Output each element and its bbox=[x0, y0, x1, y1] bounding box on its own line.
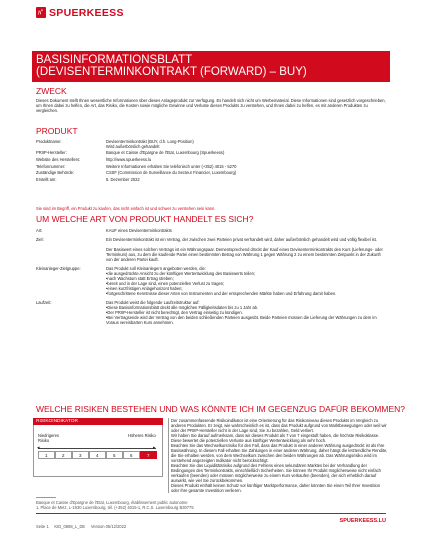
table-row bbox=[36, 298, 386, 327]
risk-indicator-header: RISIKOINDIKATOR bbox=[33, 418, 163, 425]
table-row bbox=[36, 176, 386, 183]
row-value: Das Produkt soll Kleinanlegern angeboten werden, die: •die ausgedrückte Ansicht zu der künftigen Wertentwicklung des Basiswerts teilen; •nach Wachstum statt Ertrag streben; •bereit und in der Lage sind, einen potenziellen Verlust zu tragen; •einen kurzfristigen Anlagehorizont haben; •fortgeschrittene Kenntnisse dieser Arten von Instrumenten und der entsprechenden Märkte haben und Erfahrung damit haben. bbox=[106, 266, 337, 296]
row-key: Produktname: bbox=[36, 138, 62, 144]
logo-wordmark: SPUERKEESS bbox=[49, 6, 124, 19]
footer-address: Banque et Caisse d'Epargne de l'Etat, Luxembourg, établissement public autonome 1, Place de Metz, L-1930 Luxembourg, tél. (+352) 4015-1, R.C.S. Luxembourg B30775 bbox=[36, 500, 194, 510]
row-key: Art: bbox=[36, 228, 43, 233]
table-row bbox=[36, 156, 386, 163]
row-key: Laufzeit: bbox=[36, 300, 52, 305]
section-heading-risiken: WELCHE RISIKEN BESTEHEN UND WAS KÖNNTE ICH IM GEGENZUG DAFÜR BEKOMMEN? bbox=[36, 404, 406, 414]
logo-mark-icon: ﾊﾟ bbox=[36, 7, 46, 18]
table-row bbox=[36, 150, 386, 157]
row-key: Website des Herstellers: bbox=[36, 156, 81, 162]
risk-class-6: 6 bbox=[123, 451, 140, 459]
document-title: BASISINFORMATIONSBLATT bbox=[36, 54, 193, 66]
row-value: CSSF (Commission de Surveillance du Secteur Financier, Luxembourg) bbox=[106, 170, 237, 176]
table-row bbox=[36, 163, 386, 170]
document-subtitle: (DEVISENTERMINKONTRAKT (FORWARD) – BUY) bbox=[36, 66, 307, 78]
document-title-banner bbox=[32, 51, 390, 82]
row-key: Kleinanleger-Zielgruppe: bbox=[36, 266, 81, 271]
row-value: Weitere Informationen erhalten Sie telefonisch unter (+352) 4015 - 5270 bbox=[106, 163, 237, 169]
footer-rule bbox=[36, 513, 386, 524]
risk-indicator-explanation: Der zusammenfassende Risikoindikator ist eine Orientierung für das Risikoniveau dieses Produkts im Vergleich zu anderen Produkten. Er zeigt, wie wahrscheinlich es ist, dass das Produkt aufgrund von Marktbewegungen oder weil wir oder der PRIIP-Hersteller nicht in der Lage sind, Sie zu bezahlen, Geld verliert. Wir haben Sie darauf aufmerksam, dass wir dieses Produkt als 7 von 7 eingestuft haben, die höchste Risikoklasse. Diese bewertet die potenziellen Verluste aus künftiger Wertentwicklung als sehr hoch. Beachten Sie das Wechselkursrisiko für den Fall, dass das Produkt in einer anderen Währung ausgedrückt ist als Ihre Basiswährung. In diesem Fall erhalten Sie Zahlungen in einer anderen Währung, daher hängt die letztendliche Rendite, die Sie erhalten werden, von dem Wechselkurs zwischen den beiden Währungen ab. Das Währungsrisiko wird im vorstehend angezeigten Indikator nicht berücksichtigt. Beachten Sie das Liquiditätsrisiko aufgrund des Fehlens eines sekundären Marktes bei der Verhandlung der Bedingungen des Terminkontrakts, einschließlich Sicherheiten. Sie können Ihr Produkt möglicherweise nicht einfach verkaufen (beenden) oder müssen möglicherweise zu einem Kurs verkaufen (beenden), der sich erheblich darauf auswirkt, wie viel Sie zurückbekommen. Dieses Produkt enthält keinen Schutz vor künftiger Marktperformance, daher könnten Sie einen Teil Ihrer Investition oder Ihre gesamte Investition verlieren. bbox=[168, 418, 388, 493]
row-key: Zuständige Behörde: bbox=[36, 170, 75, 176]
risk-class-5: 5 bbox=[106, 451, 123, 459]
risk-class-7: 7 bbox=[140, 451, 157, 459]
higher-risk-label: Höheres Risiko bbox=[128, 433, 156, 438]
row-value: Ein Devisenterminkontrakt ist ein Vertrag, der zwischen zwei Parteien privat verhandelt wird, daher außerbörslich gehandelt wird und völlig flexibel ist. Der Basiswert eines solchen Vertrags ist ein Währungspaar. Dementsprechend drückt der Kauf eines Devisenterminkontrakts den Kurs (Lieferungs- oder Terminkurs) aus, zu dem die kaufende Partei einen bestimmten Betrag von Währung 1 gegen Währung 2 zu einem bestimmten Zeitpunkt in der Zukunft von der anderen Partei kauft. bbox=[106, 237, 383, 262]
comprehension-warning: Sie sind im Begriff, ein Produkt zu kaufen, das nicht einfach ist und schwer zu verstehen sein kann. bbox=[36, 206, 216, 211]
section-heading-produkt: PRODUKT bbox=[36, 126, 78, 136]
footer-divider bbox=[36, 497, 56, 498]
section-heading-zweck: ZWECK bbox=[36, 86, 67, 96]
risk-scale-arrow bbox=[37, 445, 156, 451]
table-row bbox=[36, 264, 386, 298]
row-value: KAUF eines Devisenterminkontrakts bbox=[106, 228, 172, 233]
row-value[interactable]: http://www.spuerkeess.lu bbox=[106, 156, 152, 162]
row-value: Devisenterminkontrakt (BUY, d.h. Long-Position) Wird außerbörslich gehandelt bbox=[106, 138, 194, 149]
risk-class-1: 1 bbox=[38, 451, 55, 459]
risk-scale bbox=[38, 451, 157, 459]
footer-meta: Seite 1 KID_0888_L_DE Version 05/12/2022 bbox=[36, 524, 127, 529]
lower-risk-label: Niedrigeres Risiko bbox=[38, 433, 59, 443]
product-type-table bbox=[36, 226, 386, 327]
footer-url[interactable]: SPUERKEESS.LU bbox=[339, 518, 386, 524]
row-key: PRIIP-Hersteller: bbox=[36, 150, 67, 156]
spuerkeess-logo bbox=[36, 6, 124, 19]
product-info-table bbox=[36, 138, 386, 183]
table-row bbox=[36, 235, 386, 264]
arrow-left-icon: ◂ bbox=[37, 445, 40, 451]
arrow-right-icon: ▸ bbox=[153, 445, 156, 451]
risk-class-3: 3 bbox=[72, 451, 89, 459]
section-heading-art: UM WELCHE ART VON PRODUKT HANDELT ES SICH? bbox=[36, 214, 254, 224]
table-row bbox=[36, 169, 386, 176]
zweck-text: Dieses Dokument stellt Ihnen wesentliche Informationen über dieses Anlageprodukt zur Verfügung. Es handelt sich nicht um Werbematerial. Diese Informationen sind gesetzlich vorgeschrieben, um Ihnen dabei zu helfen, die Art, das Risiko, die Kosten sowie mögliche Gewinne und Verluste dieses Produkts zu verstehen, und Ihnen dabei zu helfen, es mit anderen Produkten zu vergleichen. bbox=[36, 98, 386, 113]
row-value: 5. Dezember 2022 bbox=[106, 176, 140, 182]
row-key: Telefonnummer: bbox=[36, 163, 66, 169]
table-row bbox=[36, 226, 386, 235]
row-key: Ziel: bbox=[36, 237, 44, 242]
risk-class-2: 2 bbox=[55, 451, 72, 459]
row-key: Erstellt am: bbox=[36, 176, 57, 182]
table-row bbox=[36, 138, 386, 150]
row-value: Banque et Caisse d'Epargne de l'Etat, Luxembourg (Spuerkeess) bbox=[106, 150, 225, 156]
row-value: Das Produkt weist die folgende Laufzeitstruktur auf: •Diese Basisinformationsblatt deckt alle möglichen Fälligkeitsdaten bis zu 1 Jahr ab. •Der PRIIP-Hersteller ist nicht berechtigt, den Vertrag einseitig zu kündigen. •Bei Vertragsende wird der Vertrag von den beiden schließenden Parteien ausgeübt. Beide Parteien müssen die Lieferung der Währungen zu dem im Voraus vereinbarten Kurs annehmen. bbox=[106, 300, 377, 325]
risk-class-4: 4 bbox=[89, 451, 106, 459]
